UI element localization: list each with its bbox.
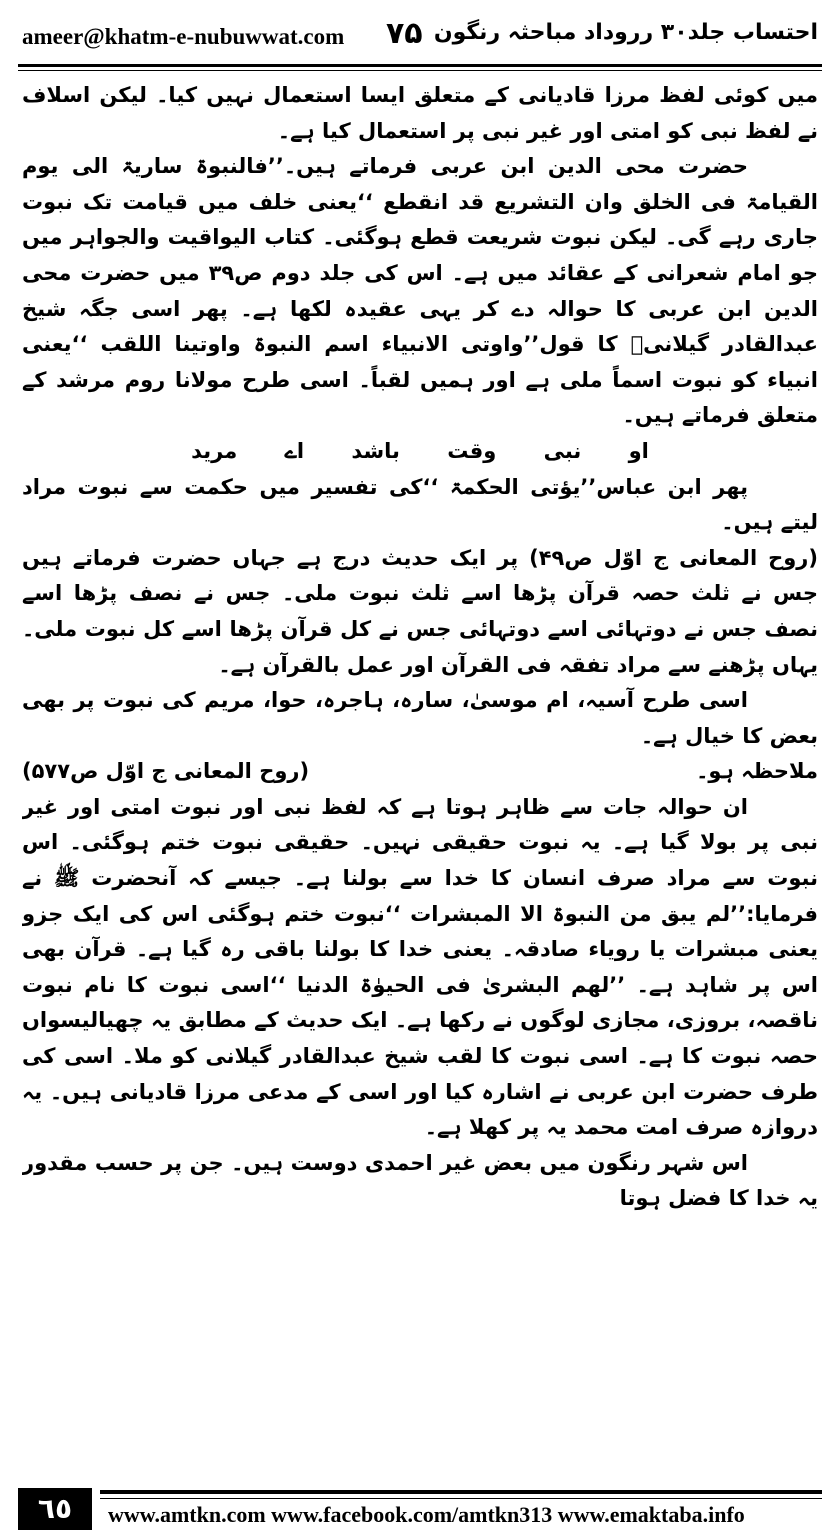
footer-websites: www.amtkn.com www.facebook.com/amtkn313 www.emaktaba.info	[108, 1502, 745, 1527]
header-rule	[18, 64, 822, 67]
page-header	[18, 10, 822, 60]
page-body	[22, 78, 818, 1478]
header-title: احتساب جلد۳۰ رروداد مباحثہ رنگون	[433, 20, 818, 45]
header-page-number: ۷۵	[386, 16, 423, 51]
reference-note: ملاحظہ ہو۔	[696, 759, 818, 784]
paragraph-1: میں کوئی لفظ مرزا قادیانی کے متعلق ایسا استعمال نہیں کیا۔ لیکن اسلاف نے لفظ نبی کو امتی اور غیر نبی پر استعمال کیا ہے۔	[22, 83, 818, 143]
paragraph-3: پھر ابن عباس’’یؤتی الحکمۃ ‘‘کی تفسیر میں حکمت سے نبوت مراد لیتے ہیں۔	[22, 474, 818, 535]
reference-row	[22, 754, 818, 790]
footer-page-number: ٦٥	[18, 1488, 92, 1530]
header-rule-thin	[18, 70, 822, 71]
paragraph-2: حضرت محی الدین ابن عربی فرماتے ہیں۔’’فالنبوۃ ساریۃ الی یوم القیامۃ فی الخلق وان التشریع قد انقطع ‘‘یعنی خلف میں قیامت تک نبوت جاری رہے گی۔ لیکن نبوت شریعت قطع ہوگئی۔ کتاب الیواقیت والجواہر میں جو امام شعرانی کے عقائد میں ہے۔ اس کی جلد دوم ص۳۹ میں حضرت محی الدین ابن عربی کا حوالہ دے کر یہی عقیدہ لکھا ہے۔ پھر اسی جگہ شیخ عبدالقادر گیلانیؒ کا قول’’واوتی الانبیاء اسم النبوۃ واوتینا اللقب ‘‘یعنی انبیاء کو نبوت اسماً ملی ہے اور ہمیں لقباً۔ اسی طرح مولانا روم مرشد کے متعلق فرماتے ہیں۔	[22, 154, 818, 428]
footer-rule-thin	[100, 1498, 822, 1499]
verse-line: او نبی وقت باشد اے مرید	[191, 438, 649, 463]
reference-citation: (روح المعانی ج اوّل ص۵۷۷)	[22, 759, 310, 784]
paragraph-4: (روح المعانی ج اوّل ص۴۹) پر ایک حدیث درج ہے جہاں حضرت فرماتے ہیں جس نے ثلث حصہ قرآن پڑھا اسے ثلث نبوت ملی۔ جس نے نصف پڑھا اسے نصف جس نے دوتہائی اسے دوتہائی جس نے کل قرآن پڑھا اسے کل نبوت ملی۔ یہاں پڑھنے سے مراد تفقہ فی القرآن اور عمل بالقرآن ہے۔	[22, 545, 818, 677]
paragraph-5: اسی طرح آسیہ، ام موسیٰ، سارہ، ہاجرہ، حوا، مریم کی نبوت پر بھی بعض کا خیال ہے۔	[22, 688, 818, 748]
paragraph-6: ان حوالہ جات سے ظاہر ہوتا ہے کہ لفظ نبی اور نبوت امتی اور غیر نبی پر بولا گیا ہے۔ یہ نبوت حقیقی نہیں۔ حقیقی نبوت ختم ہوگئی۔ اس نبوت سے مراد صرف انسان کا خدا سے بولنا ہے۔ جیسے کہ آنحضرت ﷺ نے فرمایا:’’لم یبق من النبوۃ الا المبشرات ‘‘نبوت ختم ہوگئی اس کی ایک جزو یعنی مبشرات یا رویاء صادقہ۔ یعنی خدا کا بولنا باقی رہ گیا ہے۔ قرآن بھی اس پر شاہد ہے۔ ’’لھم البشریٰ فی الحیوٰۃ الدنیا ‘‘اسی نبوت کا نام نبوت ناقصہ، بروزی، مجازی لوگوں نے رکھا ہے۔ ایک حدیث کے مطابق یہ چھیالیسواں حصہ نبوت کا ہے۔ اسی نبوت کا لقب شیخ عبدالقادر گیلانی کو ملا۔ اسی کی طرف حضرت ابن عربی نے اشارہ کیا اور اسی کے مدعی مرزا قادیانی ہیں۔ یہ دروازہ صرف امت محمد یہ پر کھلا ہے۔	[22, 794, 818, 1140]
page-footer	[18, 1488, 822, 1532]
header-email: ameer@khatm-e-nubuwwat.com	[22, 24, 345, 49]
footer-rule	[100, 1490, 822, 1494]
paragraph-7: اس شہر رنگون میں بعض غیر احمدی دوست ہیں۔ جن پر حسب مقدور یہ خدا کا فضل ہوتا	[22, 1150, 818, 1211]
